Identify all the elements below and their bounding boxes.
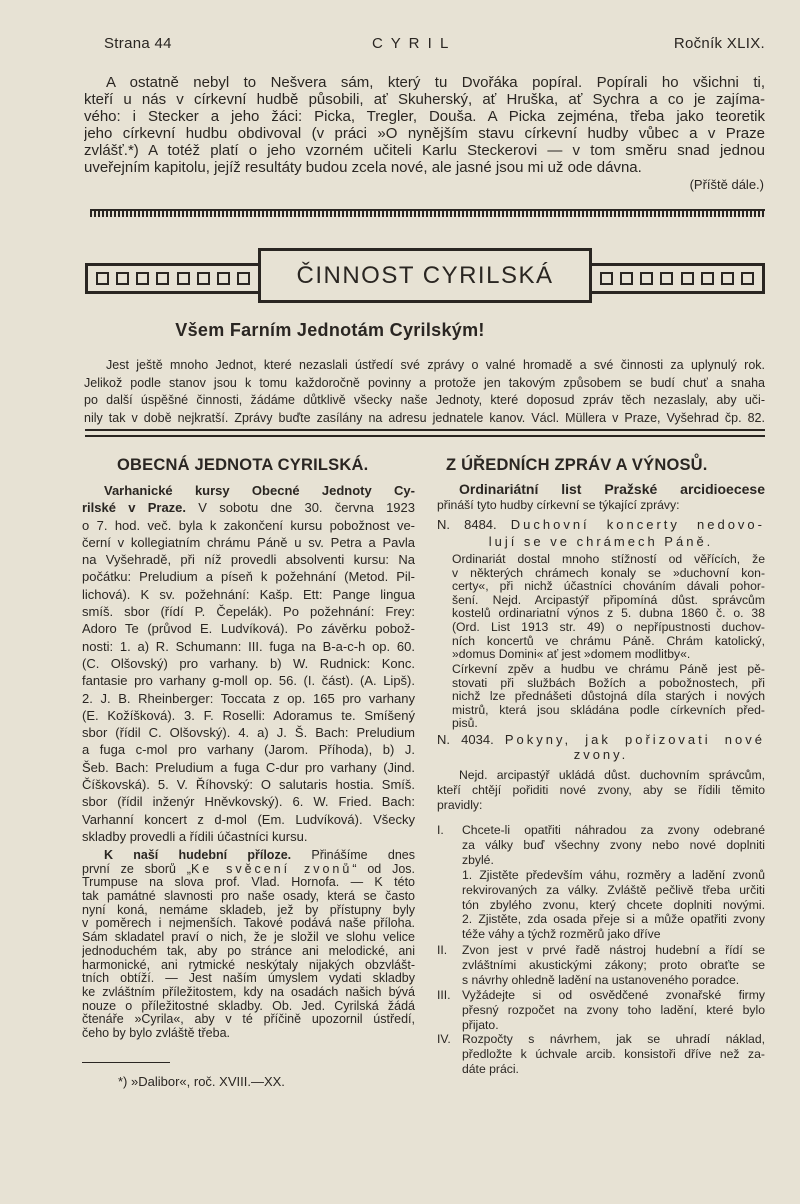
text-line: o 7. hod. več. byla k zakončení kursu pobožnost ve-	[82, 517, 415, 533]
text-line: zvláštními akustickými zákony; proto obraťte se	[462, 957, 765, 972]
page-number: Strana 44	[104, 35, 172, 52]
rule-item-iii	[437, 988, 765, 1032]
continued-note: (Příště dále.)	[689, 177, 764, 192]
text-line	[437, 516, 765, 533]
text-span: Přinášíme dnes	[291, 849, 415, 862]
text-line: přesný rozpočet na zvony toho ladění, které bylo	[462, 1002, 765, 1017]
text-line: Jelikož podle stanov jsou k tomu každoročně povinny a protože jen takovým způsobem se budí chuť a snaha	[84, 375, 765, 390]
text-line: v poměrech i nejmenších. Takové podává naše příloha.	[82, 917, 415, 931]
text-line	[82, 499, 415, 516]
text-line: zbylé.	[462, 852, 494, 867]
item-numeral: III.	[437, 988, 451, 1002]
item-numeral: I.	[437, 823, 444, 837]
text-line: Trumpuse na slova prof. Vlad. Hornofa. — K této	[82, 876, 415, 890]
bold-lead: rilské v Praze.	[82, 500, 187, 516]
text-line: a fuga c-mol pro varhany (Jarom. Příhoda), b) J.	[82, 742, 415, 758]
decree-8484-title	[437, 516, 765, 550]
text-line: čeho by bylo zvláště třeba.	[82, 1026, 230, 1040]
text-line: čtenáře »Cyrila«, aby v té příčině upozornil ústředí,	[82, 1013, 415, 1027]
bold-lead: Ordinariátní list Pražské arcidioecese	[459, 481, 765, 497]
text-line: přijato.	[462, 1017, 499, 1032]
text-line: »domus Domini« ať jest »domem modlitby«.	[452, 648, 691, 662]
item-text	[462, 823, 765, 867]
text-line: (C. Olšovský) pro varhany. b) W. Rudnick: Konc.	[82, 655, 415, 671]
text-line: stovati při službách Božích a pobožnostech, při	[452, 676, 765, 690]
text-line: vého: i Stecker a jeho žáci: Picka, Tregler, Douša. A Picka zejména, třeba jako teoretik	[84, 108, 765, 125]
text-line: rekvirovaných za války. Zvláště pečlivě třeba určiti	[462, 882, 765, 897]
right-column-heading: Z ÚŘEDNÍCH ZPRÁV A VÝNOSŮ.	[446, 456, 708, 474]
decree-8484-paragraph-2	[452, 663, 765, 731]
spaced-text: lují se ve chrámech Páně.	[488, 534, 714, 549]
text-line: smíš. sbor (řídí P. Čepelák). Po požehnání: Frey:	[82, 604, 415, 620]
bold-lead: Varhanické kursy Obecné Jednoty Cy-	[104, 483, 415, 498]
text-line: A ostatně nebyl to Nešvera sám, který tu Dvořáka popíral. Popírali ho všichni ti,	[106, 74, 765, 91]
text-line: 2. J. B. Rheinberger: Toccata z op. 165 pro varhany	[82, 690, 415, 706]
left-column-heading: OBECNÁ JEDNOTA CYRILSKÁ.	[117, 456, 369, 474]
text-line: ke zvláštním příležitostem, kdy na osadách našich bývá	[82, 985, 415, 999]
text-line: Adoro Te (průvod E. Ludvíková). Po závěrku pobož-	[82, 621, 415, 637]
item-text	[462, 1032, 765, 1076]
text-line: jeho církevní hudbu obdivoval (v práci »O nynějším stavu církevní hudby vůbec a v Praze	[84, 125, 765, 142]
notice-title: Všem Farním Jednotám Cyrilským!	[175, 320, 485, 340]
text-line: nosti: 1. a) R. Schumann: III. fuga na B-a-c-h op. 60.	[82, 638, 415, 654]
text-line: Vyžádejte si od osvědčené zvonařské firmy	[462, 988, 765, 1002]
item-text	[462, 988, 765, 1032]
text-line: mistrů, která jsou skládána podle církevních před-	[452, 703, 765, 717]
text-line: po další úspěšné činnosti, žádáme důtklivě všecky naše Jednoty, které doposud zpráv těch nezaslaly, aby uči-	[84, 393, 765, 407]
text-line: dáte práci.	[462, 1061, 519, 1076]
text-line: Zvon jest v prvé řadě nástroj hudební a řídí se	[462, 943, 765, 957]
text-line: uveřejním kapitolu, jejíž resultáty budou zcela nové, ale jasné jsou mi už ode dávna.	[84, 159, 642, 176]
decree-4034-title	[437, 732, 765, 762]
text-line: téže váhy a týchž rozměrů jako dříve	[462, 927, 661, 942]
spaced-text: Ke svěcení zvonů	[190, 862, 353, 876]
ornamental-rule	[90, 209, 765, 217]
text-line: ních koncertů ve chrámu Páně. Chrám katolický,	[452, 634, 765, 648]
text-line	[437, 533, 765, 550]
text-line: černí v kollegiatním chrámu Páně u sv. Petra a Pavla	[82, 534, 415, 550]
spaced-text: zvony.	[573, 747, 629, 762]
text-line: kteří chtějí pořiditi nové zvony, aby se řídili těmito	[437, 783, 765, 797]
rule-item-i-subpoints	[462, 868, 765, 942]
text-line: kostelů ordinariatní výnos z 5. dubna 1860 č. o. 38	[452, 607, 765, 621]
item-numeral: II.	[437, 943, 448, 957]
text-line: 1. Zjistěte především váhu, rozměry a ladění zvonů	[462, 868, 765, 882]
text-line: (E. Kožíšková). 3. F. Roselli: Adoramus te. Smíšený	[82, 707, 415, 723]
text-line: certy«, při nichž účastníci chováním dávali pohor-	[452, 580, 765, 594]
text-line	[437, 732, 765, 747]
organ-course-paragraph	[82, 482, 415, 845]
item-numeral: IV.	[437, 1032, 451, 1046]
footnote-rule	[82, 1062, 170, 1063]
double-rule	[85, 429, 765, 437]
text-line: Nejd. arcipastýř ukládá důst. duchovním správcům,	[459, 768, 765, 782]
text-line: fantasie pro varhany g-moll op. 56. (I. část). (A. Lipš).	[82, 673, 415, 689]
text-line: nouze o příležitostné skladby. Ob. Jed. Cyrilská žádá	[82, 999, 415, 1013]
text-line: s návrhy ohledně ladění na ustanoveného poradce.	[462, 972, 740, 987]
text-line: 2. Zjistěte, zda osada přeje si a může opatřiti zvony	[462, 912, 765, 927]
text-line: tak památné slavnosti pro naše osady, která se často	[82, 890, 415, 904]
text-line: Chcete-li opatřiti náhradou za zvony odebrané	[462, 823, 765, 837]
text-line: nichž lze přednášeti důstojná díla starých i nových	[452, 690, 765, 704]
text-span: první ze sborů „	[82, 862, 191, 876]
text-line: za války buď všechny zvony nebo nové doplniti	[462, 837, 765, 852]
text-line	[82, 863, 415, 877]
text-line	[82, 849, 415, 863]
text-line: Jest ještě mnoho Jednot, které nezaslali ústředí své zprávy o valné hromadě a své činnosti za uplynulý rok.	[106, 358, 765, 372]
text-line: Sám skladatel praví o nich, že je složil ve slohu velice	[82, 931, 415, 945]
section-banner	[258, 248, 592, 303]
text-line: lichová). K sv. požehnání: Kašp. Ett: Pange lingua	[82, 586, 415, 602]
rule-item-i	[437, 823, 765, 867]
text-line: skladby provedli a řídili účastníci kursu.	[82, 828, 308, 844]
text-line: pravidly:	[437, 798, 483, 812]
bold-lead: K naší hudební příloze.	[104, 849, 292, 862]
journal-title: C Y R I L	[372, 35, 451, 52]
text-span: V sobotu dne 30. června 1923	[186, 500, 415, 516]
notice-paragraph	[84, 357, 765, 427]
decree-8484-paragraph-1	[452, 553, 765, 662]
text-line: (Ord. List 1913 str. 49) o nepřípustnosti duchov-	[452, 620, 765, 634]
text-span: “ od Jos.	[352, 862, 415, 876]
text-line: v některých chrámech konaly se »duchovní kon-	[452, 566, 765, 580]
text-line: kteří u nás v církevní hudbě působili, ať Skuherský, ať Hruška, ať Sychra a co je zajíma-	[84, 91, 765, 108]
text-line: sbor (řídil C. Olšovský). 4. a) J. Š. Bach: Preludium	[82, 725, 415, 741]
text-line: pisů.	[452, 717, 478, 731]
music-supplement-paragraph	[82, 849, 415, 1041]
ordinariate-intro	[437, 481, 765, 512]
text-line	[82, 482, 415, 499]
text-line: Církevní zpěv a hudbu ve chrámu Páně jest pě-	[452, 663, 765, 676]
text-line: Ordinariát dostal mnoho stížností od věřících, že	[452, 553, 765, 566]
text-line: Rozpočty s návrhem, jak se uhradí náklad,	[462, 1032, 765, 1046]
rule-item-iv	[437, 1032, 765, 1076]
section-title: ČINNOST CYRILSKÁ	[296, 261, 554, 289]
spaced-text: Pokyny, jak pořizovati nové	[504, 732, 765, 747]
intro-paragraph	[84, 74, 765, 176]
text-line: přináší tyto hudby církevní se týkající zprávy:	[437, 498, 680, 512]
spaced-text: Duchovní koncerty nedovo-	[510, 517, 765, 532]
text-line: harmonické, ani rytmické neskýtaly nijakých obzvlášt-	[82, 958, 415, 972]
text-line: šení. Nejd. Arcipastýř připomíná důst. správcům	[452, 593, 765, 607]
text-line: předložte k úchvale arcib. konsistoři dříve než za-	[462, 1046, 765, 1061]
footnote: *) »Dalibor«, roč. XVIII.—XX.	[118, 1074, 285, 1089]
text-line: tón zbylého zvonu, který chcete doplniti novými.	[462, 897, 765, 912]
text-line: nyní koná, nemáme skladeb, jež by přístupny byly	[82, 903, 415, 917]
decree-4034-intro	[437, 768, 765, 813]
text-span: N. 4034.	[437, 732, 505, 747]
rule-item-ii	[437, 943, 765, 987]
text-line	[437, 747, 765, 762]
text-line: zvlášť.*) A totéž platí o jeho vzorném učiteli Karlu Steckerovi — v tom směru snad jednou	[84, 142, 765, 159]
text-line: na Vyšehradě, při níž provedli absolventi kursu: Na	[82, 552, 415, 568]
text-line: jednoduchém tak, aby po stránce ani melodické, ani	[82, 944, 415, 958]
text-span: N. 8484.	[437, 517, 511, 532]
text-line: nily tak v době nejkratší. Zprávy buďte zasílány na adresu jednatele kanov. Václ. Müllera v Praze, Vyšehrad čp. 82.	[84, 410, 765, 425]
banner-ornament-left	[85, 263, 258, 294]
text-line: Šeb. Bach: Preludium a fuga C-dur pro varhany (Jind.	[82, 759, 415, 775]
text-line: počátku: Preludium a píseň k požehnání (Metod. Pil-	[82, 569, 415, 585]
text-line: tních obtíží. — Jest naším úmyslem vydati skladby	[82, 972, 415, 986]
text-line: Varhanní koncert z d-mol (Em. Ludvíková). Všecky	[82, 811, 415, 827]
text-line	[437, 481, 765, 498]
text-line: Číškovská). 5. V. Říhovský: O salutaris hostia. Smíš.	[82, 777, 415, 793]
volume-number: Ročník XLIX.	[673, 35, 765, 52]
text-line: sbor (řídil inženýr Hněvkovský). 6. W. Fried. Bach:	[82, 794, 415, 810]
item-text	[462, 943, 765, 987]
banner-ornament-right	[592, 263, 765, 294]
